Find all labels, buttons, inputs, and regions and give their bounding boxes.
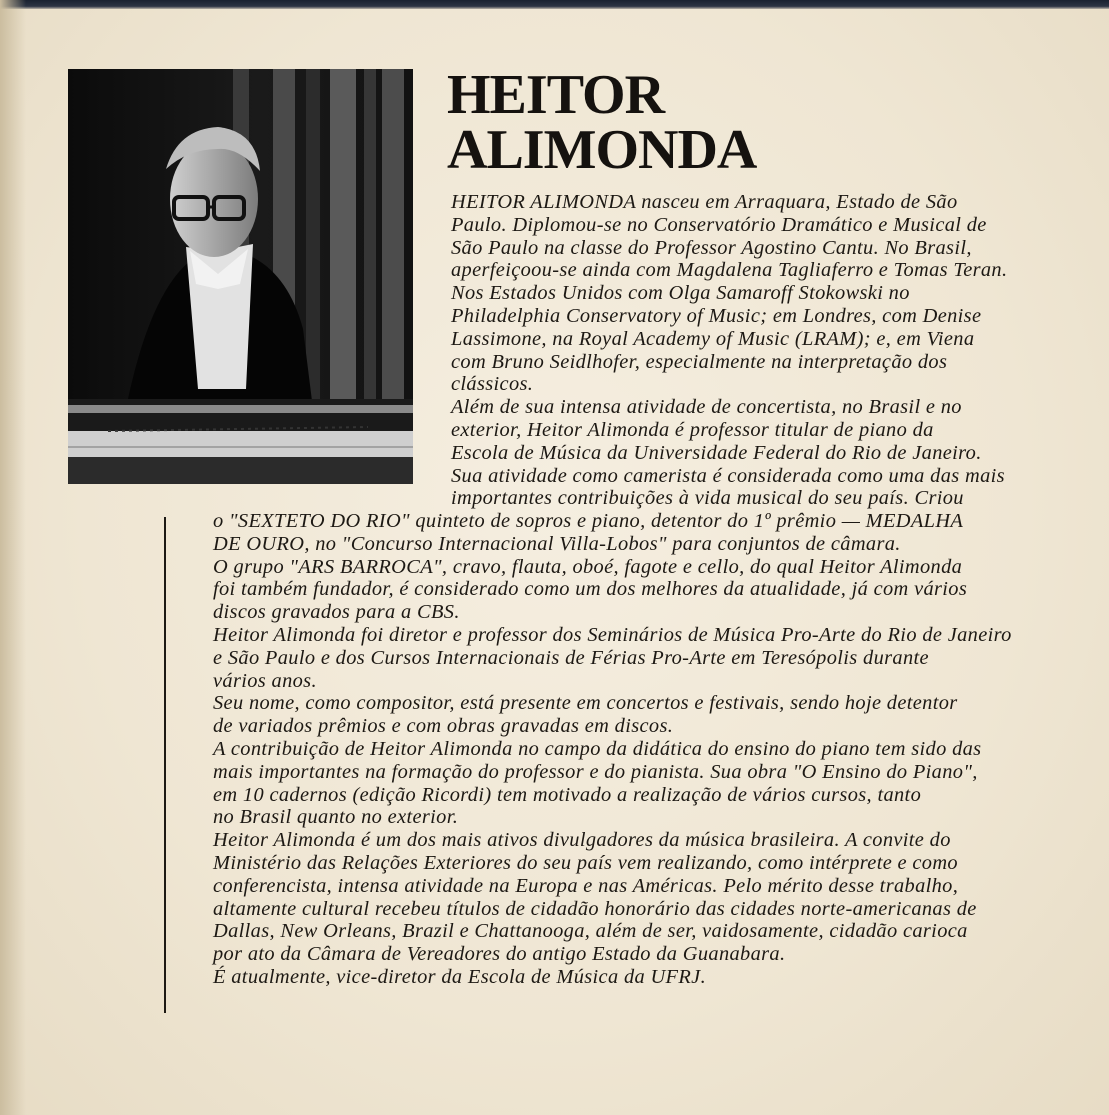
bio-line: Seu nome, como compositor, está presente em concertos e festivais, sendo hoje detentor — [213, 692, 958, 715]
top-edge-border — [0, 0, 1109, 9]
bio-line: por ato da Câmara de Vereadores do antigo Estado da Guanabara. — [213, 943, 786, 966]
bio-line: conferencista, intensa atividade na Europa e nas Américas. Pelo mérito desse trabalho, — [213, 874, 959, 897]
bio-line: Além de sua intensa atividade de concertista, no Brasil e no — [451, 396, 962, 419]
bio-line: e São Paulo e dos Cursos Internacionais de Férias Pro-Arte em Teresópolis durante — [213, 646, 929, 669]
bio-line: Paulo. Diplomou-se no Conservatório Dramático e Musical de — [451, 213, 987, 236]
bio-line: Philadelphia Conservatory of Music; em Londres, com Denise — [451, 304, 982, 327]
bio-line: exterior, Heitor Alimonda é professor titular de piano da — [451, 418, 934, 441]
bio-line: São Paulo na classe do Professor Agostino Cantu. No Brasil, — [451, 236, 972, 259]
bio-line: O grupo "ARS BARROCA", cravo, flauta, oboé, fagote e cello, do qual Heitor Alimonda — [213, 555, 963, 578]
bio-line: altamente cultural recebeu títulos de cidadão honorário das cidades norte-americanas de — [213, 897, 977, 920]
title-line-2: ALIMONDA — [447, 119, 757, 181]
bio-line: Ministério das Relações Exteriores do seu país vem realizando, como intérprete e como — [213, 851, 958, 874]
bio-line: DE OURO, no "Concurso Internacional Villa-Lobos" para conjuntos de câmara. — [213, 532, 901, 555]
bio-line: Heitor Alimonda foi diretor e professor dos Seminários de Música Pro-Arte do Rio de Janeiro — [213, 623, 1012, 646]
bio-line: vários anos. — [213, 669, 317, 692]
bio-line: Sua atividade como camerista é considerada como uma das mais — [451, 464, 1005, 487]
bio-line: com Bruno Seidlhofer, especialmente na interpretação dos — [451, 350, 948, 373]
margin-rule — [164, 517, 166, 1013]
biography-column — [451, 191, 1007, 510]
bio-line: importantes contribuições à vida musical do seu país. Criou — [451, 487, 964, 510]
bio-line: Nos Estados Unidos com Olga Samaroff Stokowski no — [451, 282, 910, 305]
bio-line: mais importantes na formação do professor e do pianista. Sua obra "O Ensino do Piano", — [213, 760, 978, 783]
bio-line: discos gravados para a CBS. — [213, 601, 460, 624]
bio-line: Escola de Música da Universidade Federal do Rio de Janeiro. — [451, 441, 982, 464]
bio-line: clássicos. — [451, 373, 534, 396]
bio-line: Lassimone, na Royal Academy of Music (LRAM); e, em Viena — [451, 327, 975, 350]
bio-line: foi também fundador, é considerado como um dos melhores da atualidade, já com vários — [213, 578, 968, 601]
biography-full-width — [213, 510, 1012, 989]
bio-line: HEITOR ALIMONDA nasceu em Arraquara, Estado de São — [451, 191, 958, 213]
bio-line: É atualmente, vice-diretor da Escola de Música da UFRJ. — [213, 965, 707, 988]
bio-line: o "SEXTETO DO RIO" quinteto de sopros e piano, detentor do 1º prêmio — MEDALHA — [213, 510, 964, 532]
bio-line: Heitor Alimonda é um dos mais ativos divulgadores da música brasileira. A convite do — [213, 829, 951, 852]
portrait-photo-pianist — [68, 69, 413, 484]
bio-line: aperfeiçoou-se ainda com Magdalena Tagliaferro e Tomas Teran. — [451, 259, 1008, 282]
page-title — [447, 64, 757, 181]
portrait-illustration — [68, 69, 413, 484]
bio-line: Dallas, New Orleans, Brazil e Chattanooga, além de ser, vaidosamente, cidadão carioca — [213, 920, 968, 943]
bio-line: A contribuição de Heitor Alimonda no campo da didática do ensino do piano tem sido das — [213, 737, 982, 760]
bio-line: no Brasil quanto no exterior. — [213, 806, 459, 829]
bio-line: de variados prêmios e com obras gravadas em discos. — [213, 715, 674, 738]
page-fold-shadow — [0, 0, 26, 1115]
bio-line: em 10 cadernos (edição Ricordi) tem motivado a realização de vários cursos, tanto — [213, 783, 922, 806]
title-line-1: HEITOR — [447, 64, 665, 126]
